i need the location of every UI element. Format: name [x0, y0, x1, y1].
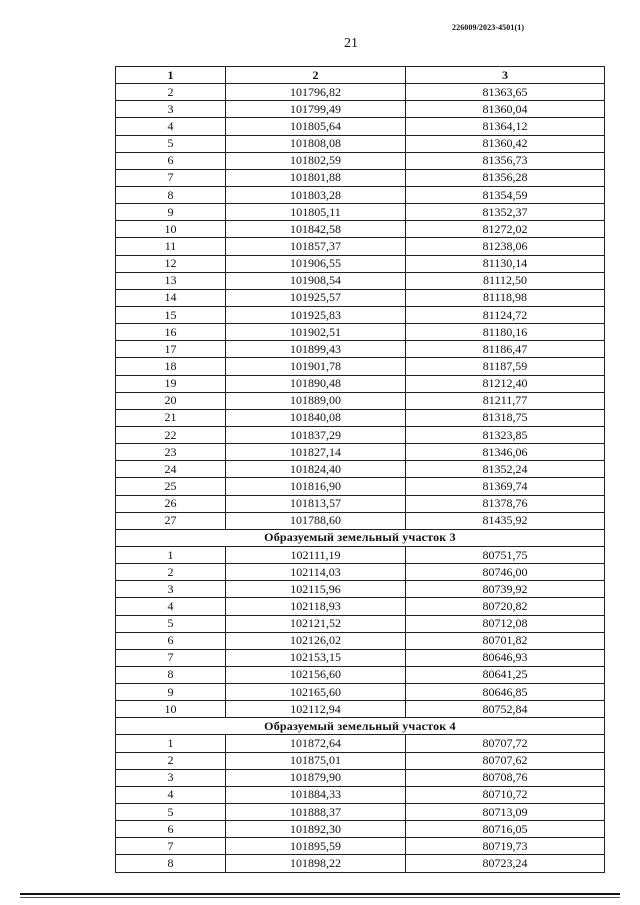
point-number-cell: 16 [116, 324, 226, 341]
y-coordinate-cell: 81352,37 [406, 204, 605, 221]
x-coordinate-cell: 102114,03 [226, 564, 406, 581]
x-coordinate-cell: 101803,28 [226, 186, 406, 203]
table-row [116, 444, 605, 461]
table-row [116, 152, 605, 169]
point-number-cell: 13 [116, 272, 226, 289]
point-number-cell: 5 [116, 135, 226, 152]
x-coordinate-cell: 102126,02 [226, 632, 406, 649]
x-coordinate-cell: 102156,60 [226, 666, 406, 683]
footer-rule-thin [20, 897, 620, 898]
point-number-cell: 27 [116, 512, 226, 529]
y-coordinate-cell: 81364,12 [406, 118, 605, 135]
point-number-cell: 9 [116, 684, 226, 701]
x-coordinate-cell: 101890,48 [226, 375, 406, 392]
y-coordinate-cell: 80707,72 [406, 735, 605, 752]
y-coordinate-cell: 80646,93 [406, 649, 605, 666]
y-coordinate-cell: 80739,92 [406, 581, 605, 598]
point-number-cell: 7 [116, 838, 226, 855]
y-coordinate-cell: 81363,65 [406, 84, 605, 101]
x-coordinate-cell: 101857,37 [226, 238, 406, 255]
table-row [116, 598, 605, 615]
table-row [116, 735, 605, 752]
point-number-cell: 10 [116, 221, 226, 238]
y-coordinate-cell: 81130,14 [406, 255, 605, 272]
y-coordinate-cell: 81369,74 [406, 478, 605, 495]
y-coordinate-cell: 81180,16 [406, 324, 605, 341]
table-row [116, 204, 605, 221]
table-row [116, 769, 605, 786]
table-row [116, 564, 605, 581]
y-coordinate-cell: 80708,76 [406, 769, 605, 786]
x-coordinate-cell: 101827,14 [226, 444, 406, 461]
y-coordinate-cell: 80746,00 [406, 564, 605, 581]
table-row [116, 615, 605, 632]
coordinates-table [115, 66, 605, 873]
table-row [116, 821, 605, 838]
x-coordinate-cell: 101898,22 [226, 855, 406, 872]
y-coordinate-cell: 81124,72 [406, 306, 605, 323]
x-coordinate-cell: 101888,37 [226, 804, 406, 821]
x-coordinate-cell: 101889,00 [226, 392, 406, 409]
point-number-cell: 23 [116, 444, 226, 461]
y-coordinate-cell: 81212,40 [406, 375, 605, 392]
table-row [116, 632, 605, 649]
table-row [116, 838, 605, 855]
table-row [116, 409, 605, 426]
column-header: 1 [116, 67, 226, 84]
table-row [116, 461, 605, 478]
x-coordinate-cell: 101802,59 [226, 152, 406, 169]
table-row [116, 255, 605, 272]
table-row [116, 135, 605, 152]
y-coordinate-cell: 80752,84 [406, 701, 605, 718]
x-coordinate-cell: 101899,43 [226, 341, 406, 358]
x-coordinate-cell: 102118,93 [226, 598, 406, 615]
x-coordinate-cell: 101875,01 [226, 752, 406, 769]
table-row [116, 649, 605, 666]
point-number-cell: 19 [116, 375, 226, 392]
y-coordinate-cell: 81346,06 [406, 444, 605, 461]
y-coordinate-cell: 80716,05 [406, 821, 605, 838]
point-number-cell: 8 [116, 186, 226, 203]
x-coordinate-cell: 101805,11 [226, 204, 406, 221]
point-number-cell: 26 [116, 495, 226, 512]
table-row [116, 392, 605, 409]
point-number-cell: 21 [116, 409, 226, 426]
x-coordinate-cell: 101901,78 [226, 358, 406, 375]
x-coordinate-cell: 101925,57 [226, 289, 406, 306]
y-coordinate-cell: 81187,59 [406, 358, 605, 375]
point-number-cell: 6 [116, 152, 226, 169]
table-row [116, 512, 605, 529]
x-coordinate-cell: 101925,83 [226, 306, 406, 323]
y-coordinate-cell: 81318,75 [406, 409, 605, 426]
x-coordinate-cell: 102111,19 [226, 546, 406, 563]
table-row [116, 684, 605, 701]
point-number-cell: 6 [116, 821, 226, 838]
point-number-cell: 10 [116, 701, 226, 718]
x-coordinate-cell: 101813,57 [226, 495, 406, 512]
x-coordinate-cell: 101816,90 [226, 478, 406, 495]
point-number-cell: 15 [116, 306, 226, 323]
table-row [116, 701, 605, 718]
x-coordinate-cell: 101902,51 [226, 324, 406, 341]
x-coordinate-cell: 101799,49 [226, 101, 406, 118]
table-row [116, 478, 605, 495]
y-coordinate-cell: 80641,25 [406, 666, 605, 683]
x-coordinate-cell: 102153,15 [226, 649, 406, 666]
y-coordinate-cell: 81118,98 [406, 289, 605, 306]
table-row [116, 221, 605, 238]
point-number-cell: 4 [116, 786, 226, 803]
section-title: Образуемый земельный участок 4 [116, 718, 605, 735]
point-number-cell: 4 [116, 598, 226, 615]
y-coordinate-cell: 81360,42 [406, 135, 605, 152]
x-coordinate-cell: 102121,52 [226, 615, 406, 632]
table-row [116, 426, 605, 443]
table-row [116, 186, 605, 203]
table-row [116, 272, 605, 289]
point-number-cell: 6 [116, 632, 226, 649]
point-number-cell: 7 [116, 169, 226, 186]
section-title: Образуемый земельный участок 3 [116, 529, 605, 546]
x-coordinate-cell: 101808,08 [226, 135, 406, 152]
table-row [116, 169, 605, 186]
y-coordinate-cell: 80701,82 [406, 632, 605, 649]
table-row [116, 375, 605, 392]
table-row [116, 495, 605, 512]
point-number-cell: 4 [116, 118, 226, 135]
point-number-cell: 7 [116, 649, 226, 666]
point-number-cell: 8 [116, 855, 226, 872]
table-row [116, 804, 605, 821]
table-row [116, 118, 605, 135]
table-row [116, 306, 605, 323]
y-coordinate-cell: 80712,08 [406, 615, 605, 632]
table-row [116, 358, 605, 375]
point-number-cell: 25 [116, 478, 226, 495]
x-coordinate-cell: 101801,88 [226, 169, 406, 186]
x-coordinate-cell: 101842,58 [226, 221, 406, 238]
y-coordinate-cell: 81272,02 [406, 221, 605, 238]
x-coordinate-cell: 101872,64 [226, 735, 406, 752]
y-coordinate-cell: 81323,85 [406, 426, 605, 443]
point-number-cell: 2 [116, 564, 226, 581]
footer-rule [20, 893, 620, 895]
y-coordinate-cell: 80710,72 [406, 786, 605, 803]
point-number-cell: 18 [116, 358, 226, 375]
y-coordinate-cell: 81360,04 [406, 101, 605, 118]
section-row [116, 718, 605, 735]
point-number-cell: 1 [116, 735, 226, 752]
table-row [116, 581, 605, 598]
y-coordinate-cell: 80719,73 [406, 838, 605, 855]
x-coordinate-cell: 102115,96 [226, 581, 406, 598]
x-coordinate-cell: 101840,08 [226, 409, 406, 426]
y-coordinate-cell: 80646,85 [406, 684, 605, 701]
point-number-cell: 2 [116, 84, 226, 101]
point-number-cell: 11 [116, 238, 226, 255]
table-row [116, 289, 605, 306]
column-header: 3 [406, 67, 605, 84]
x-coordinate-cell: 101895,59 [226, 838, 406, 855]
point-number-cell: 12 [116, 255, 226, 272]
y-coordinate-cell: 80720,82 [406, 598, 605, 615]
document-id: 226009/2023-4501(1) [452, 23, 525, 32]
table-row [116, 238, 605, 255]
table-row [116, 666, 605, 683]
x-coordinate-cell: 101805,64 [226, 118, 406, 135]
y-coordinate-cell: 81356,28 [406, 169, 605, 186]
x-coordinate-cell: 101837,29 [226, 426, 406, 443]
point-number-cell: 8 [116, 666, 226, 683]
y-coordinate-cell: 81356,73 [406, 152, 605, 169]
point-number-cell: 3 [116, 769, 226, 786]
x-coordinate-cell: 101796,82 [226, 84, 406, 101]
x-coordinate-cell: 102112,94 [226, 701, 406, 718]
point-number-cell: 20 [116, 392, 226, 409]
y-coordinate-cell: 81435,92 [406, 512, 605, 529]
y-coordinate-cell: 81354,59 [406, 186, 605, 203]
y-coordinate-cell: 81238,06 [406, 238, 605, 255]
x-coordinate-cell: 101824,40 [226, 461, 406, 478]
table-row [116, 546, 605, 563]
point-number-cell: 3 [116, 101, 226, 118]
x-coordinate-cell: 101884,33 [226, 786, 406, 803]
y-coordinate-cell: 80723,24 [406, 855, 605, 872]
point-number-cell: 14 [116, 289, 226, 306]
point-number-cell: 9 [116, 204, 226, 221]
point-number-cell: 22 [116, 426, 226, 443]
column-header: 2 [226, 67, 406, 84]
x-coordinate-cell: 101892,30 [226, 821, 406, 838]
table-row [116, 752, 605, 769]
point-number-cell: 5 [116, 804, 226, 821]
page-number: 21 [344, 36, 358, 51]
y-coordinate-cell: 81186,47 [406, 341, 605, 358]
x-coordinate-cell: 101906,55 [226, 255, 406, 272]
y-coordinate-cell: 80707,62 [406, 752, 605, 769]
point-number-cell: 3 [116, 581, 226, 598]
point-number-cell: 1 [116, 546, 226, 563]
point-number-cell: 5 [116, 615, 226, 632]
table-row [116, 786, 605, 803]
x-coordinate-cell: 101908,54 [226, 272, 406, 289]
x-coordinate-cell: 102165,60 [226, 684, 406, 701]
table-row [116, 101, 605, 118]
x-coordinate-cell: 101788,60 [226, 512, 406, 529]
table-row [116, 324, 605, 341]
table-row [116, 84, 605, 101]
y-coordinate-cell: 80751,75 [406, 546, 605, 563]
y-coordinate-cell: 81352,24 [406, 461, 605, 478]
y-coordinate-cell: 81211,77 [406, 392, 605, 409]
table-body [116, 84, 605, 872]
y-coordinate-cell: 81112,50 [406, 272, 605, 289]
table-row [116, 855, 605, 872]
y-coordinate-cell: 80713,09 [406, 804, 605, 821]
point-number-cell: 17 [116, 341, 226, 358]
point-number-cell: 24 [116, 461, 226, 478]
point-number-cell: 2 [116, 752, 226, 769]
y-coordinate-cell: 81378,76 [406, 495, 605, 512]
x-coordinate-cell: 101879,90 [226, 769, 406, 786]
table-header-row [116, 67, 605, 84]
table-row [116, 341, 605, 358]
section-row [116, 529, 605, 546]
